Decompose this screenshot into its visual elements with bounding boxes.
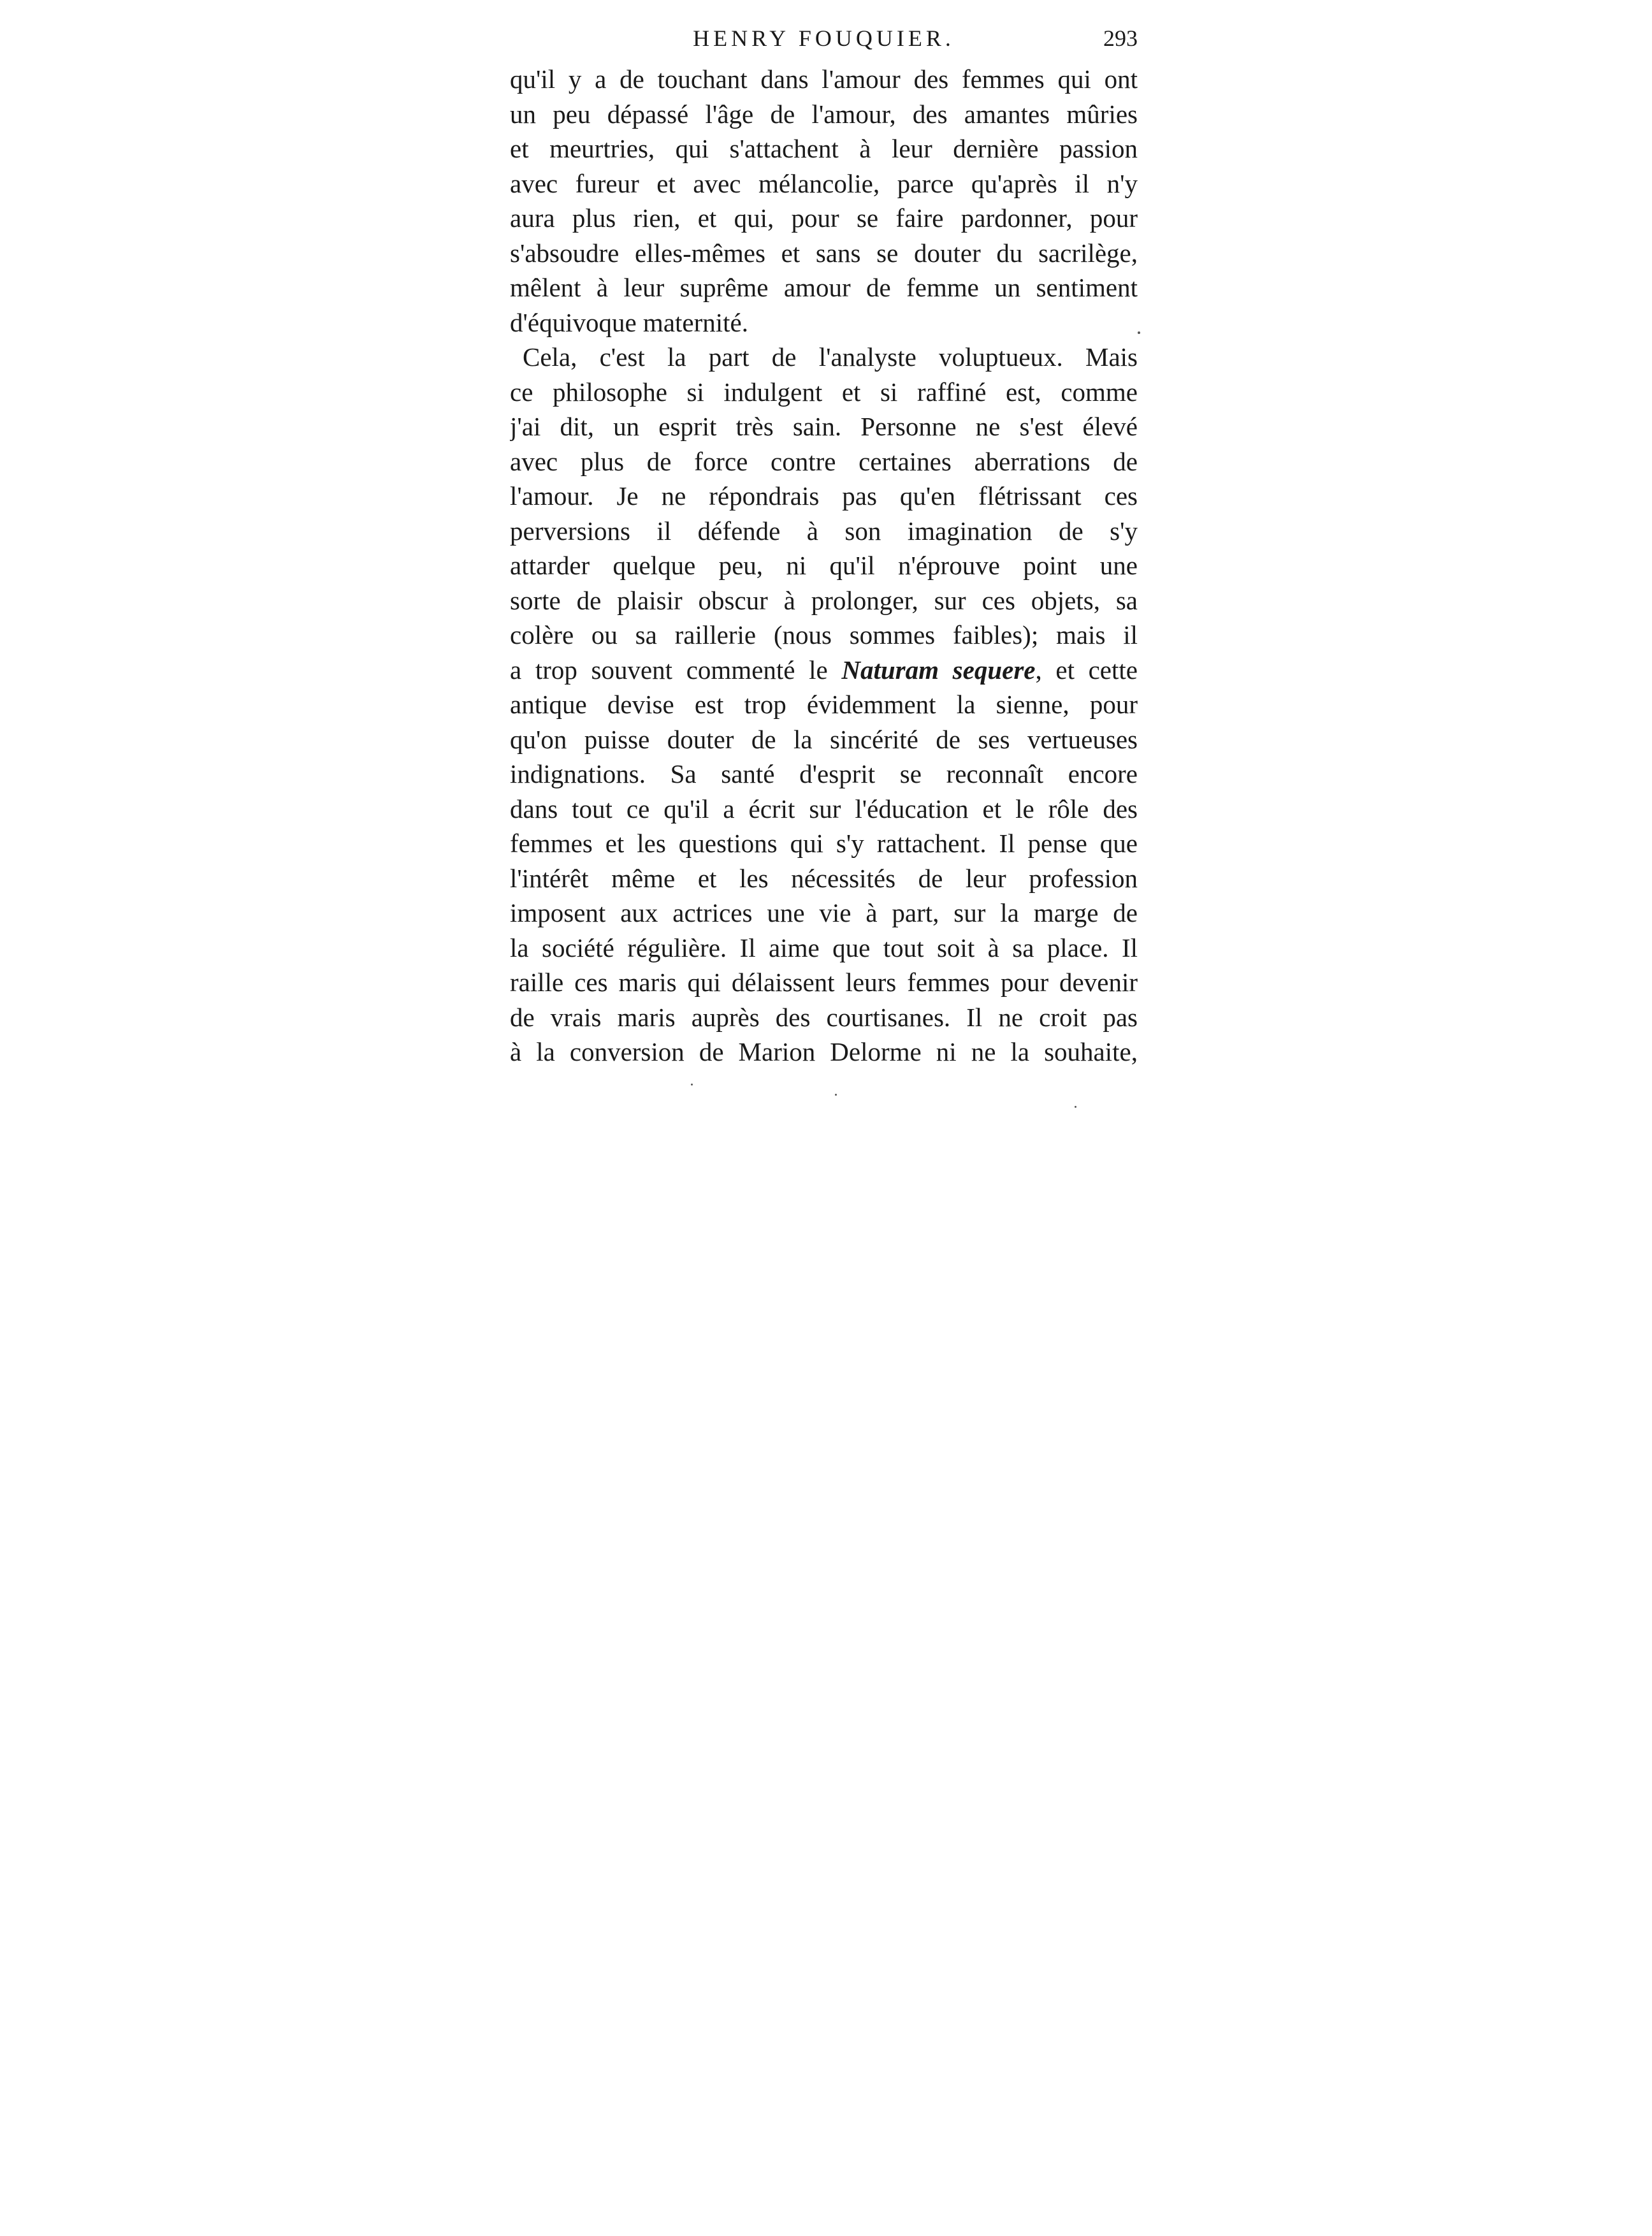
- text-line: sorte de plaisir obscur à prolonger, sur ces objets, sa: [510, 585, 1138, 615]
- text-line: dans tout ce qu'il a écrit sur l'éducation et le rôle des: [510, 794, 1138, 824]
- text-line: attarder quelque peu, ni qu'il n'éprouve point une: [510, 551, 1138, 580]
- text-line: ce philosophe si indulgent et si raffiné est, comme: [510, 377, 1138, 407]
- text-line: de vrais maris auprès des courtisanes. Il ne croit pas: [510, 1002, 1138, 1032]
- text-line: et meurtries, qui s'attachent à leur dernière passion: [510, 134, 1138, 163]
- text-line: mêlent à leur suprême amour de femme un sentiment: [510, 273, 1138, 302]
- page-number: 293: [1103, 25, 1138, 51]
- text-line: l'intérêt même et les nécessités de leur profession: [510, 863, 1138, 893]
- text-line: Cela, c'est la part de l'analyste voluptueux. Mais: [523, 342, 1138, 372]
- text-line: perversions il défende à son imagination de s'y: [510, 516, 1138, 546]
- text-line: la société régulière. Il aime que tout soit à sa place. Il: [510, 933, 1138, 962]
- text-line: raille ces maris qui délaissent leurs femmes pour devenir: [510, 968, 1138, 997]
- text-line: un peu dépassé l'âge de l'amour, des amantes mûries: [510, 99, 1138, 129]
- text-line: s'absoudre elles-mêmes et sans se douter du sacrilège,: [510, 238, 1138, 268]
- text-fragment: , et cette: [1035, 655, 1138, 685]
- text-line: d'équivoque maternité.: [510, 307, 748, 337]
- body-text: [510, 62, 1138, 1070]
- running-title: HENRY FOUQUIER.: [693, 25, 955, 51]
- text-line-with-emphasis: [510, 653, 1138, 688]
- text-line: l'amour. Je ne répondrais pas qu'en flétrissant ces: [510, 481, 1138, 511]
- text-line: imposent aux actrices une vie à part, sur la marge de: [510, 898, 1138, 927]
- text-fragment: a trop souvent commenté le: [510, 655, 842, 685]
- text-line: aura plus rien, et qui, pour se faire pardonner, pour: [510, 203, 1138, 233]
- text-line: qu'il y a de touchant dans l'amour des femmes qui ont: [510, 64, 1138, 94]
- text-line: avec fureur et avec mélancolie, parce qu'après il n'y: [510, 168, 1138, 198]
- running-head: [510, 19, 1138, 57]
- text-line: antique devise est trop évidemment la sienne, pour: [510, 690, 1138, 719]
- text-line: avec plus de force contre certaines aberrations de: [510, 446, 1138, 476]
- text-line: j'ai dit, un esprit très sain. Personne ne s'est élevé: [510, 412, 1138, 441]
- print-speck: [835, 1094, 837, 1096]
- text-line: colère ou sa raillerie (nous sommes faibles); mais il: [510, 620, 1138, 650]
- text-line: qu'on puisse douter de la sincérité de ses vertueuses: [510, 724, 1138, 754]
- latin-emphasis: Naturam sequere: [841, 655, 1036, 685]
- text-line: à la conversion de Marion Delorme ni ne la souhaite,: [510, 1037, 1138, 1066]
- print-speck: [1138, 331, 1140, 334]
- text-line: femmes et les questions qui s'y rattachent. Il pense que: [510, 829, 1138, 858]
- print-speck: [1075, 1106, 1076, 1108]
- print-speck: [691, 1084, 693, 1085]
- text-line: indignations. Sa santé d'esprit se reconnaît encore: [510, 759, 1138, 788]
